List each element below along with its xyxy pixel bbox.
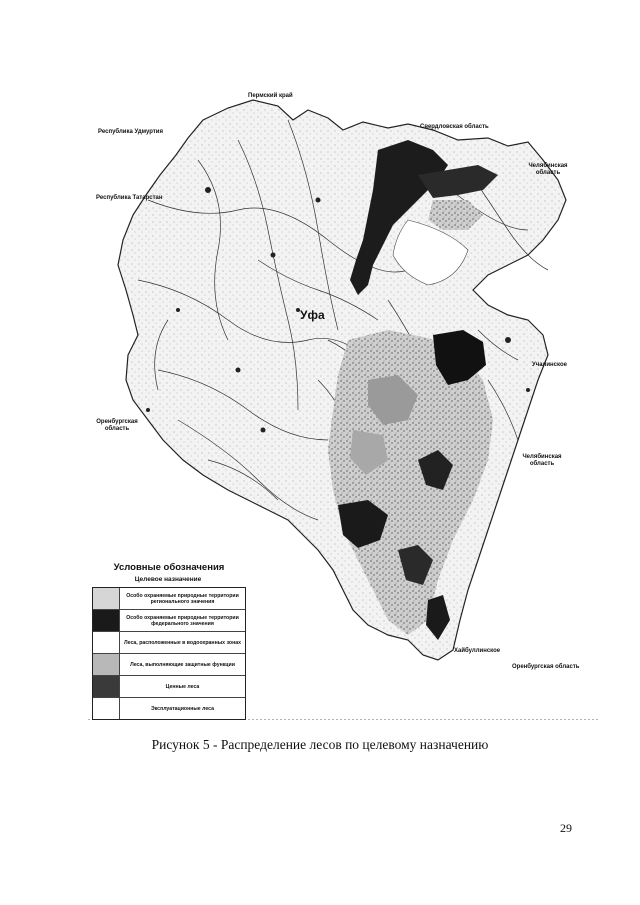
legend-table xyxy=(92,587,246,720)
label-orenburg-west: Оренбургская область xyxy=(96,419,138,432)
legend-item-label: Леса, выполняющие защитные функции xyxy=(130,661,235,668)
legend-item xyxy=(93,654,245,676)
label-orenburg-south: Оренбургская область xyxy=(512,664,580,670)
map-legend xyxy=(92,562,244,720)
legend-swatch xyxy=(93,698,120,719)
label-udmurtia: Республика Удмуртия xyxy=(98,129,163,135)
label-chelyabinsk-east: Челябинская область xyxy=(522,454,562,467)
page-number: 29 xyxy=(560,821,572,835)
legend-swatch xyxy=(93,632,120,653)
figure-caption: Рисунок 5 - Распределение лесов по целевому назначению xyxy=(151,737,489,752)
legend-title: Условные обозначения xyxy=(113,562,225,573)
label-uchaly: Учалинское xyxy=(532,362,567,368)
legend-item-label: Ценные леса xyxy=(165,683,200,690)
legend-item-label: Особо охраняемые природные территории регионального значения xyxy=(126,592,239,605)
legend-item xyxy=(93,588,245,610)
legend-swatch xyxy=(93,654,120,675)
legend-item-label: Особо охраняемые природные территории федерального значения xyxy=(126,614,239,627)
legend-item xyxy=(93,632,245,654)
legend-item-label: Леса, расположенные в водоохранных зонах xyxy=(124,639,241,646)
legend-subtitle: Целевое назначение xyxy=(134,576,202,583)
label-chelyabinsk-north: Челябинская область xyxy=(528,163,568,176)
legend-item xyxy=(93,676,245,698)
legend-item xyxy=(93,698,245,719)
label-khaibullino: Хайбуллинское xyxy=(454,648,501,654)
legend-swatch xyxy=(93,676,120,697)
legend-swatch xyxy=(93,588,120,609)
label-capital-ufa: Уфа xyxy=(300,308,325,322)
label-sverdlovsk: Свердловская область xyxy=(420,124,489,130)
label-tatarstan: Республика Татарстан xyxy=(96,195,163,201)
legend-item-label: Эксплуатационные леса xyxy=(150,705,215,712)
legend-swatch xyxy=(93,610,120,631)
label-perm: Пермский край xyxy=(248,93,293,99)
legend-item xyxy=(93,610,245,632)
